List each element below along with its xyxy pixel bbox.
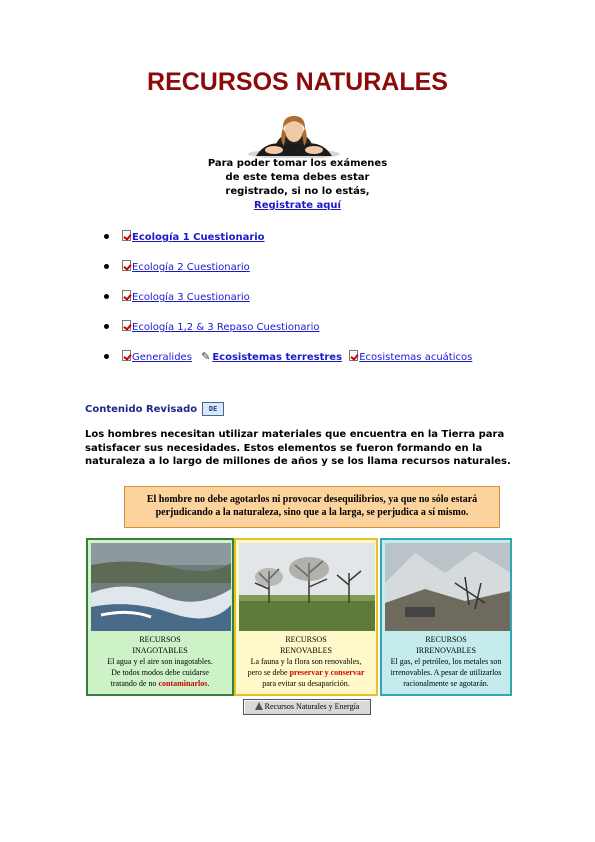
quote-line: El hombre no debe agotarlos ni provocar desequilibrios, ya que no sólo estará [146, 494, 478, 505]
link-generalides[interactable]: Generalides [132, 352, 192, 363]
link-ecologia-2[interactable]: Ecología 2 Cuestionario [132, 262, 250, 273]
mine-photo [385, 543, 511, 631]
panel-inagotables [86, 538, 234, 696]
register-line: registrado, si no lo estás, [225, 186, 370, 197]
panel-heading: RECURSOS [285, 635, 327, 644]
list-item [104, 230, 574, 260]
link-ecosistemas-acuaticos[interactable]: Ecosistemas acuáticos [359, 352, 473, 363]
panel-emphasis: preservar y conservar [289, 668, 365, 677]
register-notice [0, 157, 595, 213]
quote-box [124, 486, 500, 528]
panel-text: La fauna y la flora son renovables, [250, 657, 362, 666]
river-photo [91, 543, 231, 631]
panel-heading: RECURSOS [425, 635, 467, 644]
bullet [104, 264, 109, 269]
panel-text: pero se debe [247, 668, 290, 677]
resource-panels [86, 538, 512, 696]
energy-button[interactable] [243, 699, 371, 715]
document-check-icon [349, 350, 358, 361]
bullet [104, 354, 109, 359]
pencil-check-icon: ✎ [201, 350, 211, 363]
bullet [104, 294, 109, 299]
quiz-links-list [104, 230, 574, 380]
panel-heading: RENOVABLES [280, 646, 332, 655]
register-line: Para poder tomar los exámenes [207, 158, 388, 169]
document-check-icon [122, 320, 131, 331]
link-ecosistemas-terrestres[interactable]: Ecosistemas terrestres [212, 352, 343, 363]
panel-text: De todos modos debe cuidarse [111, 668, 209, 677]
person-image [246, 114, 342, 158]
document-check-icon [122, 290, 131, 301]
quote-line: perjudicando a la naturaleza, sino que a la larga, se perjudica a sí mismo. [155, 507, 469, 518]
list-item [104, 350, 574, 380]
panel-emphasis: contaminarlos [158, 679, 208, 688]
panel-text: irrenovables. A pesar de utilizarlos [390, 668, 502, 677]
bullet [104, 324, 109, 329]
energy-button-label: Recursos Naturales y Energía [264, 702, 360, 711]
panel-text: El agua y el aire son inagotables. [107, 657, 213, 666]
list-item [104, 320, 574, 350]
link-ecologia-repaso[interactable]: Ecología 1,2 & 3 Repaso Cuestionario [132, 322, 320, 333]
page-title: RECURSOS NATURALES [147, 68, 448, 96]
link-ecologia-1[interactable]: Ecología 1 Cuestionario [132, 232, 265, 243]
bullet [104, 234, 109, 239]
panel-text: El gas, el petróleo, los metales son [390, 657, 502, 666]
cone-icon [255, 702, 263, 710]
document-check-icon [122, 230, 131, 241]
list-item [104, 260, 574, 290]
panel-text: racionalmente se agotarán. [403, 679, 489, 688]
document-check-icon [122, 260, 131, 271]
document-check-icon [122, 350, 131, 361]
intro-paragraph: Los hombres necesitan utilizar materiales que encuentra en la Tierra para satisfacer sus necesidades. Estos elementos se fueron formando en la naturaleza a lo largo de millones de años y se los llama recursos naturales. [85, 429, 511, 467]
trees-photo [239, 543, 375, 631]
panel-text: tratando de no [110, 679, 159, 688]
panel-renovables [234, 538, 378, 696]
list-item [104, 290, 574, 320]
reviewed-label: Contenido Revisado [85, 404, 198, 415]
panel-irrenovables [380, 538, 512, 696]
reviewed-logo: DE [202, 402, 224, 416]
panel-heading: RECURSOS [139, 635, 181, 644]
link-ecologia-3[interactable]: Ecología 3 Cuestionario [132, 292, 250, 303]
panel-heading: IRRENOVABLES [416, 646, 476, 655]
register-line: de este tema debes estar [225, 172, 370, 183]
panel-text: . [207, 679, 210, 688]
panel-text: para evitar su desaparición. [262, 679, 350, 688]
register-link[interactable]: Registrate aquí [254, 200, 341, 211]
panel-heading: INAGOTABLES [132, 646, 188, 655]
